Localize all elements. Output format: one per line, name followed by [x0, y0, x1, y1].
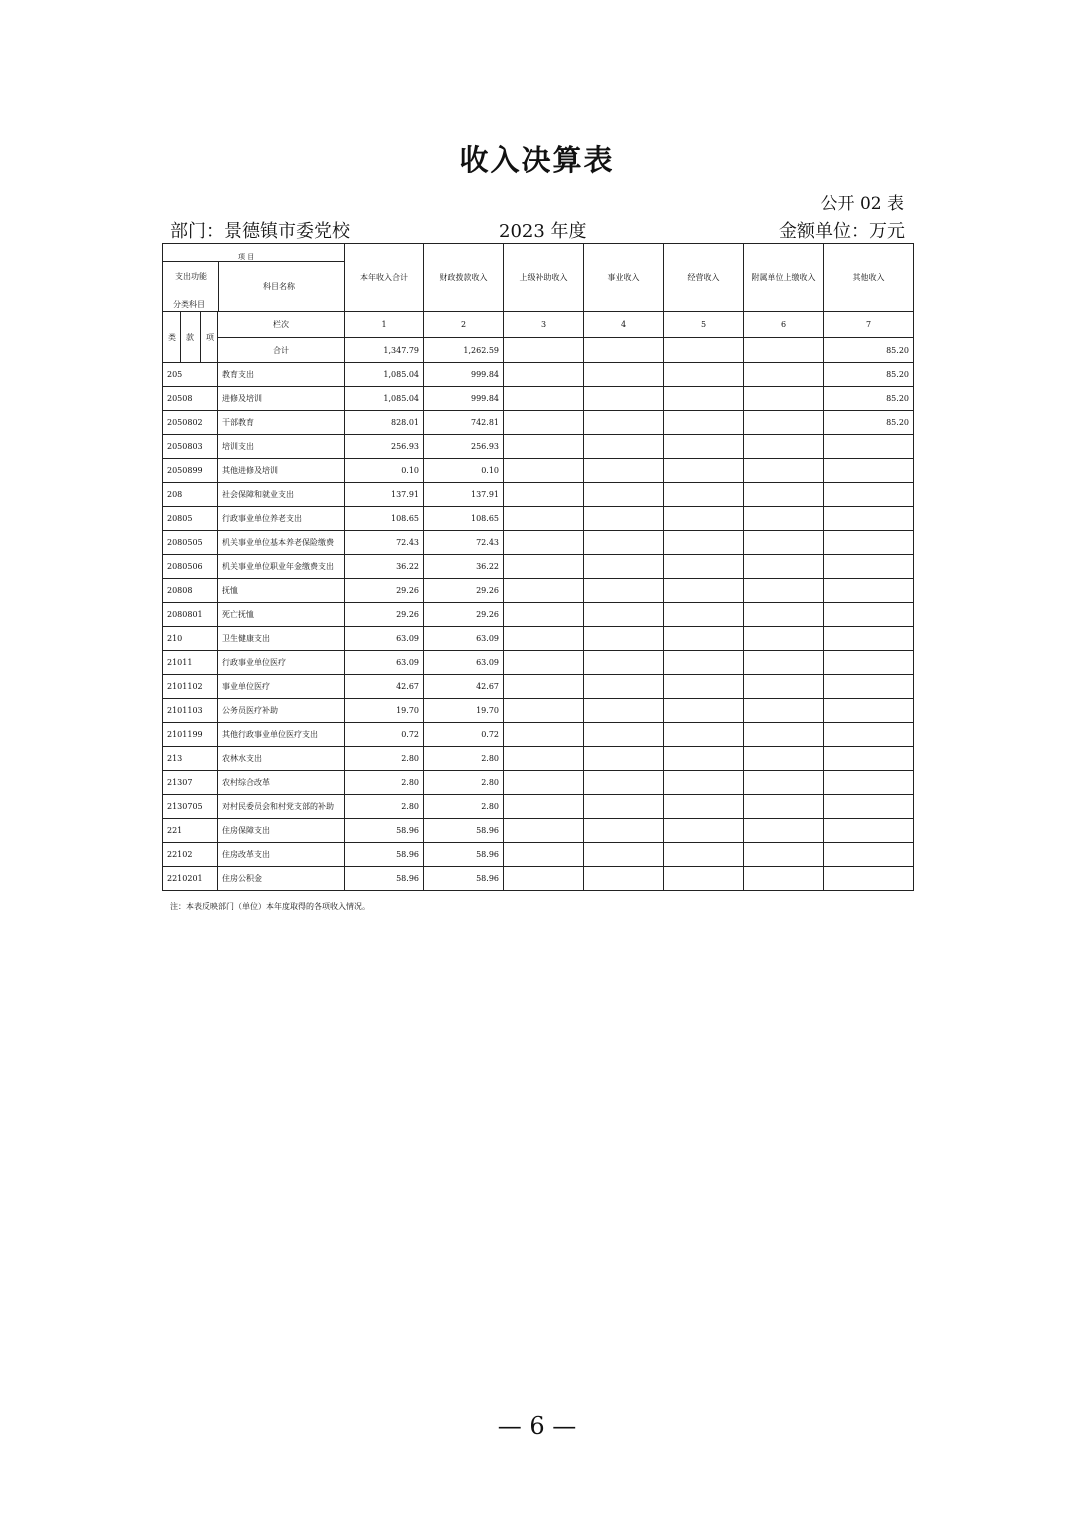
total-row [163, 338, 914, 363]
row-c5 [664, 627, 744, 651]
table-row [163, 771, 914, 795]
row-c7 [824, 459, 914, 483]
table-row [163, 867, 914, 891]
row-c1: 137.91 [345, 483, 424, 507]
col-num-3: 3 [504, 312, 584, 338]
row-c4 [584, 411, 664, 435]
row-c6 [744, 459, 824, 483]
row-c1: 0.72 [345, 723, 424, 747]
row-c1: 36.22 [345, 555, 424, 579]
col-num-5: 5 [664, 312, 744, 338]
row-c1: 2.80 [345, 771, 424, 795]
row-c1: 0.10 [345, 459, 424, 483]
header-subject [163, 244, 345, 312]
row-code: 2210201 [163, 867, 218, 891]
row-c1: 19.70 [345, 699, 424, 723]
row-c2: 63.09 [424, 651, 504, 675]
row-c1: 1,085.04 [345, 387, 424, 411]
row-name: 其他行政事业单位医疗支出 [218, 723, 345, 747]
row-c5 [664, 555, 744, 579]
row-c6 [744, 747, 824, 771]
row-code: 2050899 [163, 459, 218, 483]
row-c3 [504, 819, 584, 843]
header-lei-kuan-xiang [163, 312, 218, 363]
header-col-3: 上级补助收入 [504, 244, 584, 312]
row-c6 [744, 603, 824, 627]
row-c3 [504, 675, 584, 699]
meta-line [170, 217, 905, 243]
row-c7 [824, 483, 914, 507]
row-c5 [664, 531, 744, 555]
total-c1: 1,347.79 [345, 338, 424, 363]
row-c2: 0.72 [424, 723, 504, 747]
row-c4 [584, 771, 664, 795]
row-name: 机关事业单位基本养老保险缴费 [218, 531, 345, 555]
row-name: 公务员医疗补助 [218, 699, 345, 723]
row-c2: 19.70 [424, 699, 504, 723]
header-col-7: 其他收入 [824, 244, 914, 312]
row-c7: 85.20 [824, 411, 914, 435]
row-c1: 1,085.04 [345, 363, 424, 387]
row-c3 [504, 387, 584, 411]
row-c5 [664, 579, 744, 603]
total-c3 [504, 338, 584, 363]
header-fenlei: 分类科目 [173, 300, 205, 309]
row-c2: 58.96 [424, 819, 504, 843]
row-c6 [744, 555, 824, 579]
row-c3 [504, 555, 584, 579]
row-c2: 72.43 [424, 531, 504, 555]
row-c7: 85.20 [824, 387, 914, 411]
row-name: 住房保障支出 [218, 819, 345, 843]
row-c2: 999.84 [424, 363, 504, 387]
row-name: 机关事业单位职业年金缴费支出 [218, 555, 345, 579]
table-row [163, 795, 914, 819]
table-row [163, 579, 914, 603]
row-c7 [824, 747, 914, 771]
row-code: 205 [163, 363, 218, 387]
col-num-1: 1 [345, 312, 424, 338]
row-c4 [584, 387, 664, 411]
row-c2: 108.65 [424, 507, 504, 531]
row-c3 [504, 507, 584, 531]
row-c3 [504, 363, 584, 387]
row-c1: 2.80 [345, 747, 424, 771]
table-row [163, 651, 914, 675]
header-kemu: 科目名称 [263, 282, 295, 291]
row-code: 2130705 [163, 795, 218, 819]
row-c7 [824, 555, 914, 579]
total-c6 [744, 338, 824, 363]
row-c7 [824, 819, 914, 843]
row-c5 [664, 699, 744, 723]
row-c6 [744, 699, 824, 723]
row-c7 [824, 507, 914, 531]
form-number: 公开 02 表 [820, 194, 904, 214]
row-c5 [664, 387, 744, 411]
row-code: 213 [163, 747, 218, 771]
row-c4 [584, 843, 664, 867]
row-c6 [744, 771, 824, 795]
total-c2: 1,262.59 [424, 338, 504, 363]
row-c2: 256.93 [424, 435, 504, 459]
table-row [163, 363, 914, 387]
table-row [163, 723, 914, 747]
table-row [163, 819, 914, 843]
header-kuan: 款 [186, 333, 194, 342]
row-c2: 58.96 [424, 843, 504, 867]
row-c1: 256.93 [345, 435, 424, 459]
row-code: 20808 [163, 579, 218, 603]
row-c3 [504, 627, 584, 651]
row-c2: 2.80 [424, 795, 504, 819]
row-c4 [584, 795, 664, 819]
header-col-1: 本年收入合计 [345, 244, 424, 312]
row-c6 [744, 627, 824, 651]
header-col-5: 经营收入 [664, 244, 744, 312]
row-c4 [584, 819, 664, 843]
col-num-6: 6 [744, 312, 824, 338]
row-c1: 63.09 [345, 627, 424, 651]
row-c1: 58.96 [345, 867, 424, 891]
row-c2: 2.80 [424, 747, 504, 771]
row-c4 [584, 867, 664, 891]
row-c7 [824, 867, 914, 891]
row-c5 [664, 675, 744, 699]
row-code: 20508 [163, 387, 218, 411]
row-c7 [824, 675, 914, 699]
row-c7 [824, 531, 914, 555]
table-row [163, 555, 914, 579]
row-c5 [664, 771, 744, 795]
row-c2: 2.80 [424, 771, 504, 795]
page-number: — 6 — [497, 1412, 577, 1440]
row-c5 [664, 867, 744, 891]
header-zhichu: 支出功能 [175, 272, 207, 281]
row-c6 [744, 843, 824, 867]
table-row [163, 627, 914, 651]
row-c4 [584, 699, 664, 723]
row-c7 [824, 771, 914, 795]
row-c4 [584, 435, 664, 459]
row-code: 210 [163, 627, 218, 651]
total-c5 [664, 338, 744, 363]
row-code: 221 [163, 819, 218, 843]
row-c4 [584, 483, 664, 507]
row-c5 [664, 603, 744, 627]
row-c3 [504, 459, 584, 483]
row-c5 [664, 363, 744, 387]
row-c4 [584, 459, 664, 483]
table-row [163, 459, 914, 483]
row-code: 2101102 [163, 675, 218, 699]
row-c2: 58.96 [424, 867, 504, 891]
header-lanci: 栏次 [218, 312, 345, 338]
row-c3 [504, 651, 584, 675]
row-c2: 36.22 [424, 555, 504, 579]
year-label: 2023 年度 [499, 221, 587, 242]
row-c6 [744, 531, 824, 555]
col-num-2: 2 [424, 312, 504, 338]
row-c4 [584, 651, 664, 675]
row-code: 2050802 [163, 411, 218, 435]
row-c1: 63.09 [345, 651, 424, 675]
header-col-6: 附属单位上缴收入 [744, 244, 824, 312]
table-row [163, 507, 914, 531]
row-name: 事业单位医疗 [218, 675, 345, 699]
row-c4 [584, 747, 664, 771]
row-c2: 63.09 [424, 627, 504, 651]
row-c1: 108.65 [345, 507, 424, 531]
row-c4 [584, 363, 664, 387]
row-code: 2080505 [163, 531, 218, 555]
table-row [163, 843, 914, 867]
column-number-row [163, 312, 914, 338]
row-c6 [744, 411, 824, 435]
row-c2: 999.84 [424, 387, 504, 411]
row-code: 20805 [163, 507, 218, 531]
row-c1: 29.26 [345, 603, 424, 627]
row-name: 农村综合改革 [218, 771, 345, 795]
row-c2: 29.26 [424, 603, 504, 627]
header-col-2: 财政拨款收入 [424, 244, 504, 312]
row-code: 22102 [163, 843, 218, 867]
row-c2: 137.91 [424, 483, 504, 507]
table-row [163, 699, 914, 723]
table-row [163, 747, 914, 771]
header-xiangmu: 项 目 [238, 253, 255, 261]
table-row [163, 483, 914, 507]
row-code: 2050803 [163, 435, 218, 459]
row-c1: 828.01 [345, 411, 424, 435]
row-c1: 42.67 [345, 675, 424, 699]
department-label: 部门：景德镇市委党校 [170, 221, 350, 242]
row-name: 住房公积金 [218, 867, 345, 891]
row-c7: 85.20 [824, 363, 914, 387]
header-lei: 类 [168, 333, 176, 342]
row-c7 [824, 579, 914, 603]
row-c6 [744, 819, 824, 843]
row-c6 [744, 651, 824, 675]
table-row [163, 531, 914, 555]
row-name: 农林水支出 [218, 747, 345, 771]
row-c2: 42.67 [424, 675, 504, 699]
table-row [163, 387, 914, 411]
row-c4 [584, 579, 664, 603]
income-table [162, 243, 914, 891]
col-num-7: 7 [824, 312, 914, 338]
row-c4 [584, 675, 664, 699]
col-num-4: 4 [584, 312, 664, 338]
row-c2: 0.10 [424, 459, 504, 483]
row-c4 [584, 555, 664, 579]
row-c5 [664, 483, 744, 507]
row-name: 干部教育 [218, 411, 345, 435]
row-c7 [824, 603, 914, 627]
row-c4 [584, 531, 664, 555]
row-c3 [504, 483, 584, 507]
row-c3 [504, 795, 584, 819]
row-c7 [824, 843, 914, 867]
row-c3 [504, 603, 584, 627]
row-name: 死亡抚恤 [218, 603, 345, 627]
row-c5 [664, 843, 744, 867]
row-c3 [504, 747, 584, 771]
row-c3 [504, 699, 584, 723]
table-row [163, 435, 914, 459]
row-c3 [504, 579, 584, 603]
page-title: 收入决算表 [459, 143, 615, 177]
row-c6 [744, 579, 824, 603]
row-c3 [504, 867, 584, 891]
table-row [163, 603, 914, 627]
row-c2: 29.26 [424, 579, 504, 603]
row-code: 2080801 [163, 603, 218, 627]
row-c5 [664, 819, 744, 843]
row-c3 [504, 411, 584, 435]
row-code: 21011 [163, 651, 218, 675]
row-c1: 2.80 [345, 795, 424, 819]
row-c7 [824, 627, 914, 651]
row-c6 [744, 795, 824, 819]
row-c3 [504, 531, 584, 555]
row-c6 [744, 507, 824, 531]
row-name: 教育支出 [218, 363, 345, 387]
header-xiang: 项 [206, 333, 214, 342]
row-c4 [584, 627, 664, 651]
table-row [163, 411, 914, 435]
row-c3 [504, 843, 584, 867]
row-c1: 58.96 [345, 819, 424, 843]
row-code: 2101103 [163, 699, 218, 723]
row-c5 [664, 723, 744, 747]
row-name: 行政事业单位医疗 [218, 651, 345, 675]
unit-label: 金额单位：万元 [779, 221, 905, 242]
header-col-4: 事业收入 [584, 244, 664, 312]
row-c1: 29.26 [345, 579, 424, 603]
row-name: 行政事业单位养老支出 [218, 507, 345, 531]
row-c5 [664, 507, 744, 531]
row-c7 [824, 699, 914, 723]
row-c1: 58.96 [345, 843, 424, 867]
row-c7 [824, 723, 914, 747]
row-code: 208 [163, 483, 218, 507]
row-c5 [664, 459, 744, 483]
row-c4 [584, 723, 664, 747]
row-c6 [744, 867, 824, 891]
row-c1: 72.43 [345, 531, 424, 555]
row-c5 [664, 411, 744, 435]
row-c3 [504, 723, 584, 747]
row-c7 [824, 795, 914, 819]
total-label: 合计 [218, 338, 345, 363]
row-c7 [824, 435, 914, 459]
row-name: 其他进修及培训 [218, 459, 345, 483]
row-c6 [744, 363, 824, 387]
row-c6 [744, 435, 824, 459]
row-c6 [744, 483, 824, 507]
row-c5 [664, 651, 744, 675]
row-name: 住房改革支出 [218, 843, 345, 867]
row-name: 对村民委员会和村党支部的补助 [218, 795, 345, 819]
row-code: 2080506 [163, 555, 218, 579]
table-row [163, 675, 914, 699]
header-row [163, 244, 914, 312]
row-c5 [664, 747, 744, 771]
row-name: 进修及培训 [218, 387, 345, 411]
total-c7: 85.20 [824, 338, 914, 363]
row-c6 [744, 675, 824, 699]
total-c4 [584, 338, 664, 363]
row-c4 [584, 507, 664, 531]
row-name: 抚恤 [218, 579, 345, 603]
footnote: 注：本表反映部门（单位）本年度取得的各项收入情况。 [170, 902, 370, 911]
row-c2: 742.81 [424, 411, 504, 435]
row-c5 [664, 795, 744, 819]
row-c4 [584, 603, 664, 627]
row-c5 [664, 435, 744, 459]
row-c7 [824, 651, 914, 675]
row-code: 21307 [163, 771, 218, 795]
row-c6 [744, 723, 824, 747]
row-c3 [504, 771, 584, 795]
row-name: 培训支出 [218, 435, 345, 459]
table-body [163, 363, 914, 891]
row-name: 卫生健康支出 [218, 627, 345, 651]
row-c6 [744, 387, 824, 411]
row-c3 [504, 435, 584, 459]
row-code: 2101199 [163, 723, 218, 747]
row-name: 社会保障和就业支出 [218, 483, 345, 507]
